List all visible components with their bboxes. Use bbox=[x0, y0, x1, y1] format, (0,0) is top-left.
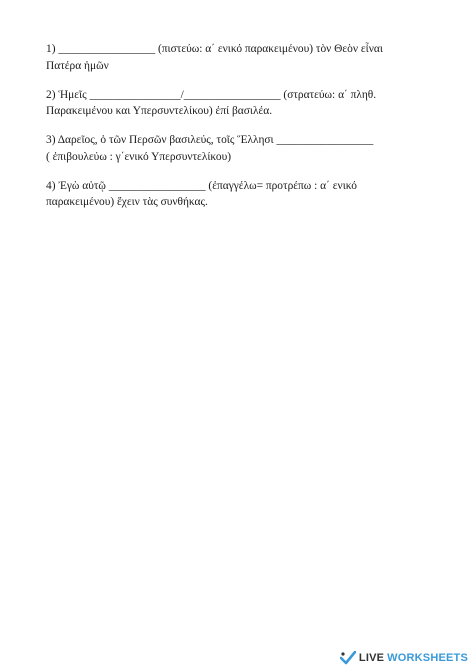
liveworksheets-footer bbox=[340, 651, 468, 665]
question-2 bbox=[46, 87, 446, 120]
question-list bbox=[46, 41, 446, 223]
brand-name-worksheets: WORKSHEETS bbox=[387, 652, 468, 664]
brand-name-live: LIVE bbox=[358, 652, 385, 664]
question-1 bbox=[46, 41, 446, 74]
question-3 bbox=[46, 132, 446, 165]
question-3-line-2: ( ἐπιβουλεύω : γ΄ενικό Υπερσυντελίκου) bbox=[46, 150, 232, 163]
liveworksheets-logo-icon bbox=[340, 651, 356, 665]
question-3-line-1: 3) Δαρεῖος, ὁ τῶν Περσῶν βασιλεύς, τοῖς Ἕλλησι _________________ bbox=[46, 134, 374, 146]
question-2-line-1: 2) Ἡμεῖς ________________/_________________ (στρατεύω: α΄ πληθ. bbox=[46, 88, 377, 101]
question-4-line-2: παρακειμένου) ἔχειν τὰς συνθήκας. bbox=[46, 196, 208, 208]
question-4 bbox=[46, 178, 446, 211]
question-1-line-2: Πατέρα ἡμῶν bbox=[46, 59, 109, 72]
question-2-line-2: Παρακειμένου και Υπερσυντελίκου) ἐπί βασιλέα. bbox=[46, 105, 273, 117]
question-1-line-1: 1) _________________ (πιστεύω: α΄ ενικό παρακειμένου) τὸν Θεὸν εἶναι bbox=[46, 43, 383, 55]
question-4-line-1: 4) Ἐγὼ αὐτῷ _________________ (ἐπαγγέλω= προτρέπω : α΄ ενικό bbox=[46, 179, 357, 192]
